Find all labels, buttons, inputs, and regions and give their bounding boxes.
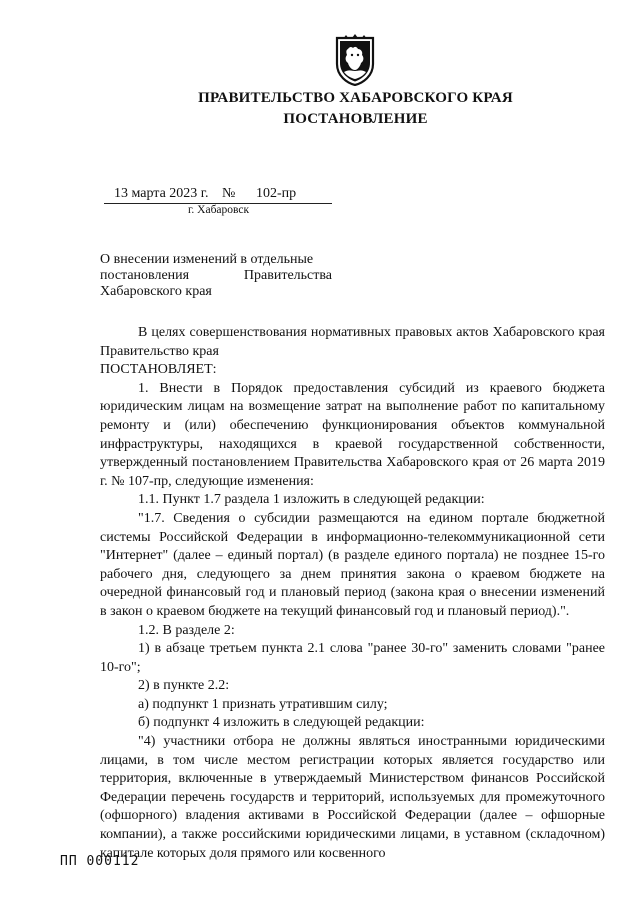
document-type-title: ПОСТАНОВЛЕНИЕ xyxy=(283,111,428,127)
number-sign: № xyxy=(222,186,236,201)
body-paragraph-item-1: 1. Внести в Порядок предоставления субсидий из краевого бюджета юридическим лицам на возмещение затрат на выполнение работ по капитальному ремонту и (или) обеспечению функционирования объектов коммунальной инфраструктуры, находящихся в краевой государственной собственности, утвержденный постановлением Правительства Хабаровского края от 26 марта 2019 г. № 107-пр, следующие изменения: xyxy=(100,380,605,489)
subject-line-2: постановления Правительства xyxy=(100,268,332,283)
subject-line-3: Хабаровского края xyxy=(100,284,212,299)
subject-line-1: О внесении изменений в отдельные xyxy=(100,252,314,267)
body-paragraph-subitem-b: б) подпункт 4 изложить в следующей редакции: xyxy=(138,715,425,731)
government-title: ПРАВИТЕЛЬСТВО ХАБАРОВСКОГО КРАЯ xyxy=(198,90,513,106)
body-paragraph-quote-1-7: "1.7. Сведения о субсидии размещаются на едином портале бюджетной системы Российской Федерации в информационно-телекоммуникационной сети "Интернет" (далее – единый портал) (в разделе единого портала) не позднее 15-го рабочего дня, следующего за днем принятия закона о краевом бюджете на очередной финансовый год и плановый период (закона края о внесении изменений в закон о краевом бюджете на текущий финансовый год и плановый период).". xyxy=(100,510,605,619)
body-paragraph-quote-4: "4) участники отбора не должны являться иностранными юридическими лицами, в том числе местом регистрации которых является государство или территория, включенные в утверждаемый Министерством финансов Российской Федерации перечень государств и территорий, используемых для промежуточного (офшорного) владения активами в Российской Федерации (далее – офшорные компании), а также российскими юридическими лицами, в уставном (складочном) капитале которых доля прямого или косвенного xyxy=(100,734,605,861)
document-body xyxy=(100,324,605,863)
document-subject xyxy=(100,252,332,300)
document-city: г. Хабаровск xyxy=(188,204,250,216)
body-paragraph-subitem-a: а) подпункт 1 признать утратившим силу; xyxy=(138,696,388,712)
body-paragraph-subitem-1: 1) в абзаце третьем пункта 2.1 слова "ранее 30-го" заменить словами "ранее 10-го"; xyxy=(100,641,605,675)
document-date: 13 марта 2023 г. xyxy=(114,186,209,201)
body-paragraph-preamble: В целях совершенствования нормативных правовых актов Хабаровского края Правительство края xyxy=(100,325,605,359)
document-number: 102-пр xyxy=(256,186,297,201)
body-paragraph-subitem-2: 2) в пункте 2.2: xyxy=(138,678,230,694)
coat-of-arms-icon xyxy=(333,34,377,86)
body-paragraph-item-1-2: 1.2. В разделе 2: xyxy=(138,622,235,638)
body-paragraph-resolves: ПОСТАНОВЛЯЕТ: xyxy=(100,362,217,378)
page-footer-code: ПП 000112 xyxy=(60,854,140,869)
body-paragraph-item-1-1: 1.1. Пункт 1.7 раздела 1 изложить в следующей редакции: xyxy=(138,492,485,508)
